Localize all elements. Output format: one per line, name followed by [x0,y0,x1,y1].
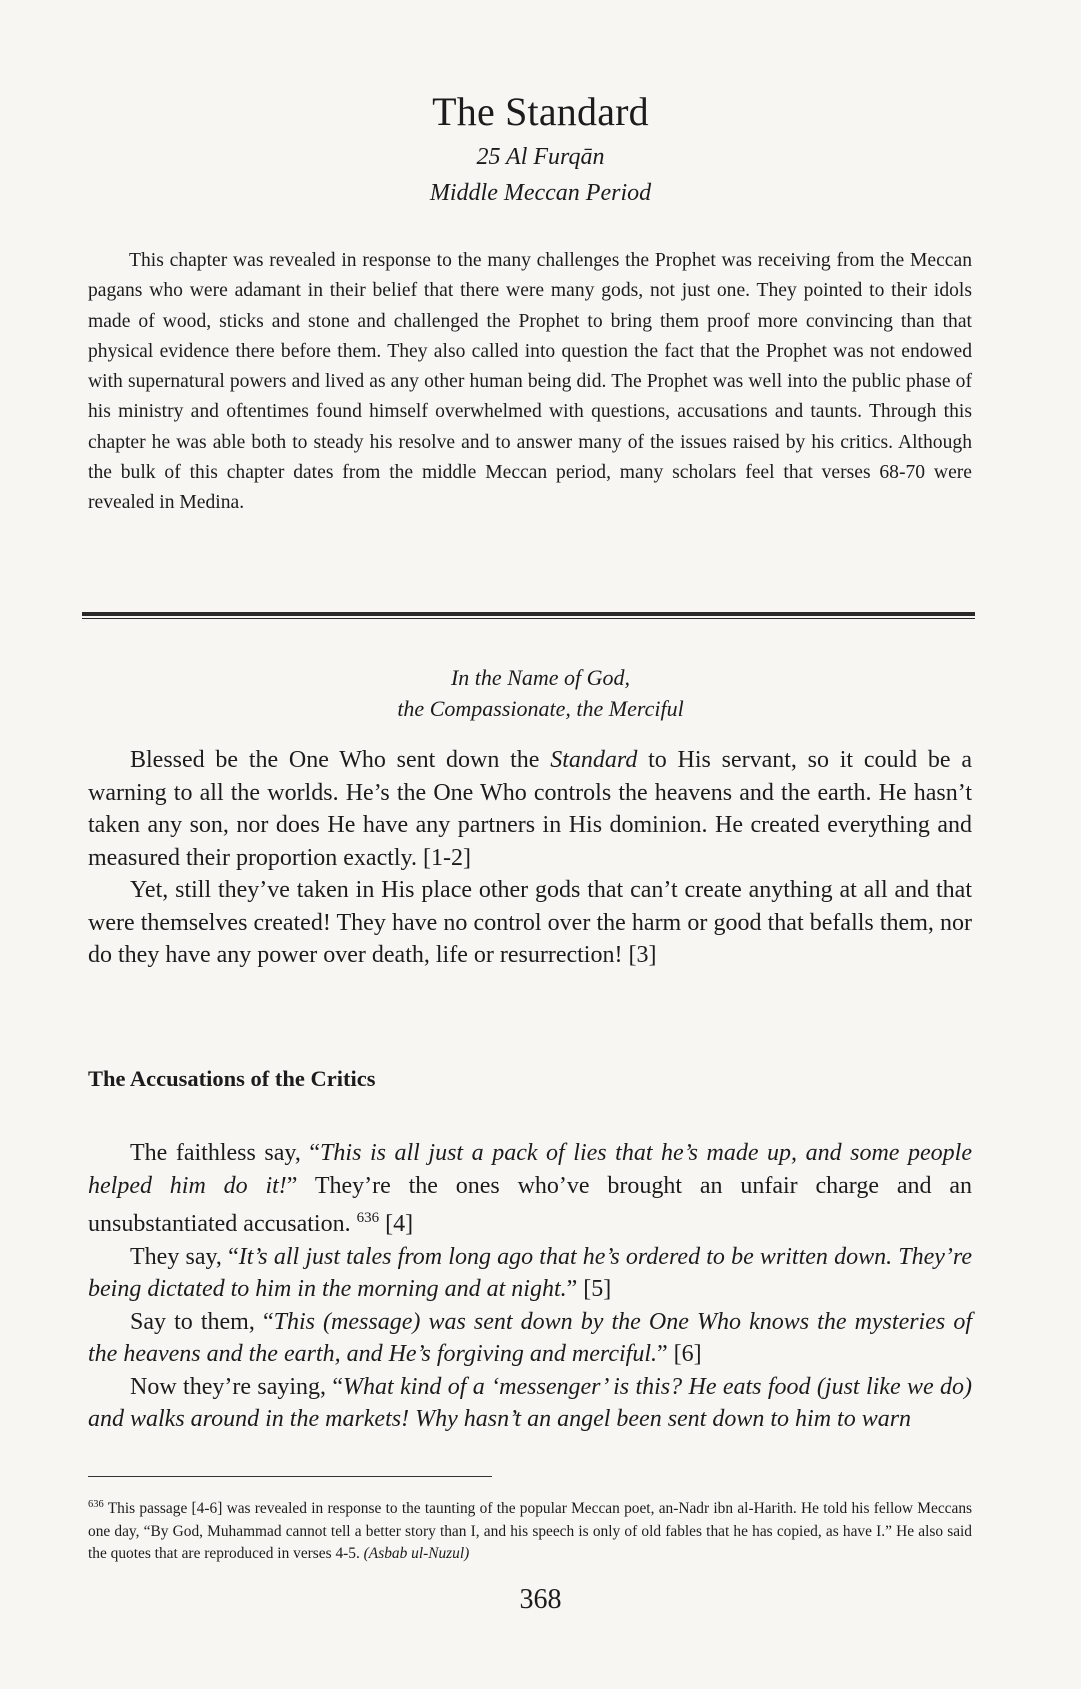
invocation-line-1: In the Name of God, [450,665,631,690]
verse-text: Blessed be the One Who sent down the [130,747,551,773]
chapter-introduction [88,246,972,519]
surah-name: 25 Al Furqān [476,144,605,170]
emphasis-standard: Standard [550,747,638,773]
verses-opening [88,744,972,972]
verse-text: Yet, still they’ve taken in His place other gods that can’t create anything at all and that were themselves created! They have no control over the harm or good that befalls them, nor do they have any power over death, life or resurrection! [88,877,972,968]
chapter-title: The Standard [432,89,649,134]
verse-text: ” They’re the ones who’ve brought an unfair charge and an unsubstantiated accusation. [88,1172,972,1237]
verse-text: to His servant, so it could be a warning to all the worlds. He’s the One Who controls the heavens and the earth. He hasn’t taken any son, nor does He have any partners in His dominion. He created everything and measured their proportion exactly. [88,747,972,871]
verse-paragraph-1 [88,744,972,874]
verse-reference: [5] [583,1276,612,1302]
section-divider [82,612,975,619]
footnote-text: This passage [4-6] was revealed in response to the taunting of the popular Meccan poet, an-Nadr ibn al-Harith. He told his fellow Meccans one day, “By God, Muhammad cannot tell a better story than I, and his speech is only of old fables that he has copied, as have I.” He also said the quotes that are reproduced in verses 4-5. [88,1500,972,1563]
verse-text: They say, “ [130,1243,239,1270]
verses-accusations [88,1137,972,1436]
verse-reference: [3] [628,942,657,968]
quoted-speech: What kind of a ‘messenger’ is this? He eats food (just like we do) and walks around in the markets! Why hasn’t an angel been sent down to him to warn [88,1373,972,1432]
quoted-speech: It’s all just tales from long ago that he’s ordered to be written down. They’re being dictated to him in the morning and at night. [88,1243,972,1302]
revelation-period: Middle Meccan Period [429,180,652,206]
section-heading: The Accusations of the Critics [88,1066,376,1091]
footnote-divider [88,1476,492,1477]
verse-text: Say to them, “ [130,1308,274,1335]
verse-paragraph-6 [88,1371,972,1436]
verse-paragraph-5 [88,1306,972,1371]
verse-text: ” [657,1341,668,1367]
verse-text: The faithless say, “ [130,1140,321,1166]
verse-paragraph-2 [88,874,972,972]
quoted-speech: This (message) was sent down by the One Who knows the mysteries of the heavens and the earth, and He’s forgiving and merciful. [88,1308,972,1367]
page-number: 368 [519,1584,562,1615]
verse-reference: [4] [385,1211,414,1237]
invocation [0,662,1081,724]
intro-paragraph: This chapter was revealed in response to the many challenges the Prophet was receiving from the Meccan pagans who were adamant in their belief that there were many gods, not just one. They pointed to their idols made of wood, sticks and stone and challenged the Prophet to bring them proof more convincing than that physical evidence there before them. They also called into question the fact that the Prophet was not endowed with supernatural powers and lived as any other human being did. The Prophet was well into the public phase of his ministry and oftentimes found himself overwhelmed with questions, accusations and taunts. Through this chapter he was able both to steady his resolve and to answer many of the issues raised by his critics. Although the bulk of this chapter dates from the middle Meccan period, many scholars feel that verses 68-70 were revealed in Medina. [88,250,972,514]
footnote-number: 636 [88,1499,104,1510]
footnote-marker[interactable]: 636 [356,1210,380,1226]
verse-reference: [1-2] [423,844,471,871]
verse-paragraph-4 [88,1241,972,1306]
quoted-speech: This is all just a pack of lies that he’s made up, and some people helped him do it! [88,1140,972,1199]
verse-text: Now they’re saying, “ [130,1373,344,1400]
footnote [88,1494,972,1566]
verse-paragraph-3 [88,1137,972,1241]
verse-text: ” [566,1276,578,1302]
verse-reference: [6] [673,1341,702,1367]
footnote-source: (Asbab ul-Nuzul) [363,1545,470,1563]
invocation-line-2: the Compassionate, the Merciful [397,696,684,721]
